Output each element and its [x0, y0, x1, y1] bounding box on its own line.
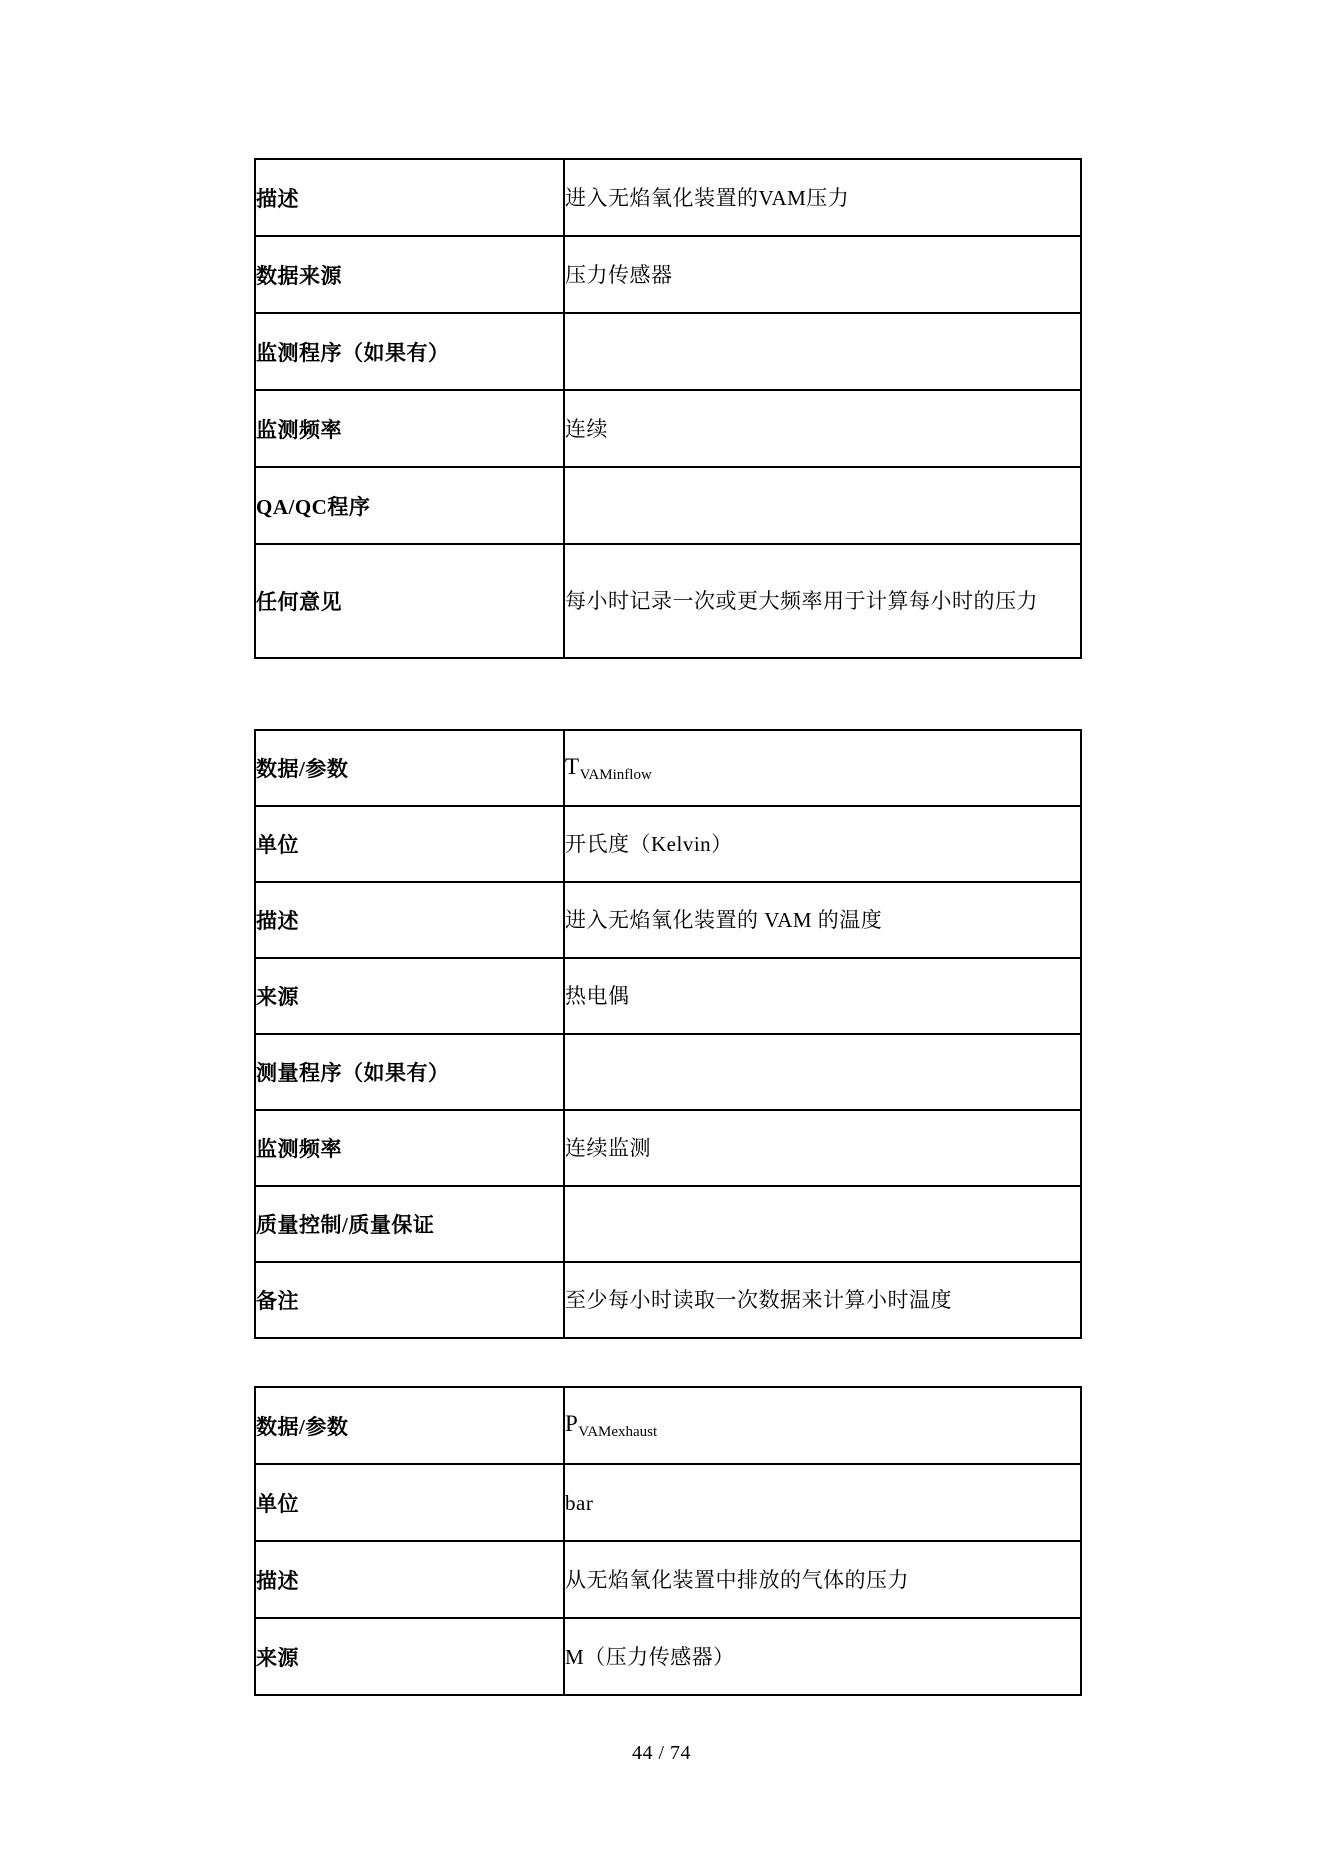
- table-row: [255, 806, 1081, 882]
- table-row: [255, 236, 1081, 313]
- table-row: [255, 882, 1081, 958]
- monitoring-param-table-exhaust-pressure: [254, 1386, 1082, 1696]
- row-value: M（压力传感器）: [564, 1618, 1081, 1695]
- table-row: [255, 1186, 1081, 1262]
- table-row: [255, 958, 1081, 1034]
- row-value: [564, 1387, 1081, 1464]
- table-row: [255, 1034, 1081, 1110]
- table-row: [255, 1387, 1081, 1464]
- monitoring-param-table-temperature: [254, 729, 1082, 1339]
- row-value: 每小时记录一次或更大频率用于计算每小时的压力: [564, 544, 1081, 658]
- row-value: 进入无焰氧化装置的VAM压力: [564, 159, 1081, 236]
- row-value: 开氏度（Kelvin）: [564, 806, 1081, 882]
- monitoring-param-table-pressure: [254, 158, 1082, 659]
- page-number: 44 / 74: [631, 1742, 692, 1764]
- row-label: 描述: [255, 882, 564, 958]
- row-value: 热电偶: [564, 958, 1081, 1034]
- row-value: [564, 730, 1081, 806]
- row-value: [564, 313, 1081, 390]
- row-label: 任何意见: [255, 544, 564, 658]
- row-value: bar: [564, 1464, 1081, 1541]
- table-row: [255, 1541, 1081, 1618]
- row-label: 监测程序（如果有）: [255, 313, 564, 390]
- row-label: 单位: [255, 1464, 564, 1541]
- row-label: 单位: [255, 806, 564, 882]
- table-row: [255, 1110, 1081, 1186]
- row-label: 来源: [255, 1618, 564, 1695]
- row-label: 描述: [255, 159, 564, 236]
- table-row: [255, 159, 1081, 236]
- row-label: QA/QC程序: [255, 467, 564, 544]
- row-label: 监测频率: [255, 1110, 564, 1186]
- row-label: 数据/参数: [255, 730, 564, 806]
- table-row: [255, 1464, 1081, 1541]
- row-label: 备注: [255, 1262, 564, 1338]
- param-subscript: VAMexhaust: [578, 1424, 658, 1440]
- table-row: [255, 1618, 1081, 1695]
- table-row: [255, 544, 1081, 658]
- table-row: [255, 313, 1081, 390]
- row-value: 从无焰氧化装置中排放的气体的压力: [564, 1541, 1081, 1618]
- table-row: [255, 467, 1081, 544]
- row-label: 测量程序（如果有）: [255, 1034, 564, 1110]
- row-value: [564, 1186, 1081, 1262]
- row-label: 来源: [255, 958, 564, 1034]
- param-symbol: T: [565, 753, 580, 779]
- row-label: 监测频率: [255, 390, 564, 467]
- table-row: [255, 390, 1081, 467]
- row-label: 数据/参数: [255, 1387, 564, 1464]
- row-value: 至少每小时读取一次数据来计算小时温度: [564, 1262, 1081, 1338]
- row-value: [564, 467, 1081, 544]
- row-label: 数据来源: [255, 236, 564, 313]
- row-value: [564, 1034, 1081, 1110]
- param-symbol: P: [565, 1411, 579, 1436]
- row-value: 连续: [564, 390, 1081, 467]
- table-row: [255, 1262, 1081, 1338]
- table-row: [255, 730, 1081, 806]
- row-value: 压力传感器: [564, 236, 1081, 313]
- row-label: 质量控制/质量保证: [255, 1186, 564, 1262]
- row-label: 描述: [255, 1541, 564, 1618]
- row-value: 连续监测: [564, 1110, 1081, 1186]
- param-subscript: VAMinflow: [579, 766, 652, 783]
- row-value: 进入无焰氧化装置的 VAM 的温度: [564, 882, 1081, 958]
